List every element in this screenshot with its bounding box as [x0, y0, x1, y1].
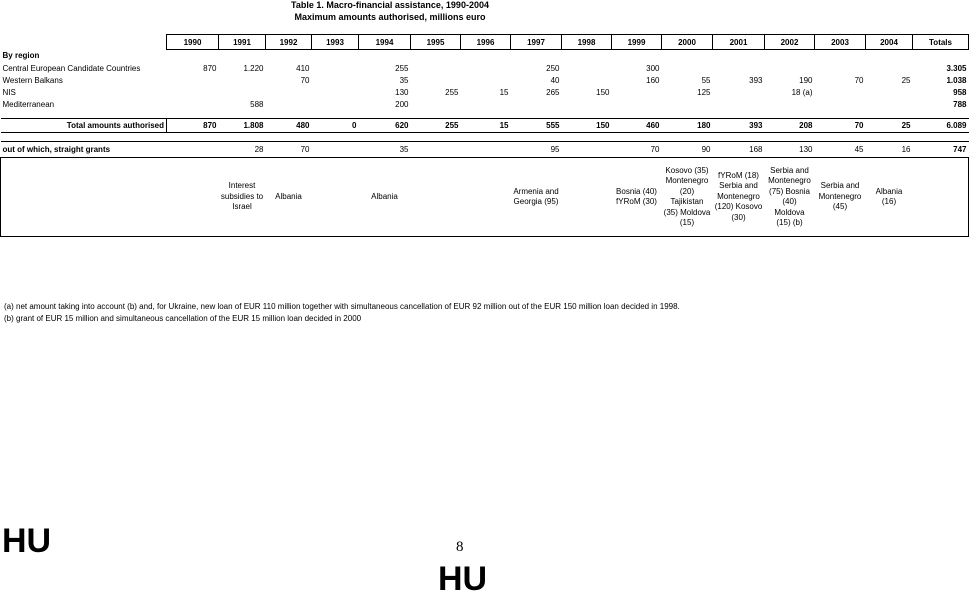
year-header: 1999 — [612, 35, 662, 50]
year-header: 1990 — [167, 35, 219, 50]
detail-cell: Albania — [266, 158, 312, 237]
row-label: NIS — [2, 87, 16, 97]
cell: 393 — [749, 75, 763, 85]
cell: 25 — [901, 75, 911, 85]
row-total: 1.038 — [946, 75, 967, 85]
cell: 125 — [697, 87, 711, 97]
cell — [713, 98, 765, 110]
cell — [411, 142, 461, 158]
region-heading: By region — [2, 51, 40, 61]
cell: 95 — [511, 142, 562, 158]
cell — [562, 98, 612, 110]
footnote-b: (b) grant of EUR 15 million and simultaneous cancellation of the EUR 15 million loan decided in 2000 — [4, 314, 362, 323]
row-label: Western Balkans — [2, 75, 63, 85]
cell: 255 — [445, 87, 459, 97]
cell — [815, 86, 866, 98]
cell: 168 — [713, 142, 765, 158]
cell: 15 — [461, 119, 511, 133]
cell: 70 — [612, 142, 662, 158]
cell: 870 — [203, 63, 217, 73]
year-header: 1995 — [411, 35, 461, 50]
cell — [866, 86, 913, 98]
cell — [461, 98, 511, 110]
year-header: 2000 — [662, 35, 713, 50]
cell — [511, 98, 562, 110]
cell: 0 — [312, 119, 359, 133]
cell: 28 — [219, 142, 266, 158]
page-number: 8 — [456, 539, 464, 555]
cell: 70 — [266, 142, 312, 158]
year-header-row — [1, 35, 969, 50]
totals-label: Total amounts authorised — [1, 119, 167, 133]
cell — [765, 98, 815, 110]
cell: 16 — [866, 142, 913, 158]
footnotes — [4, 301, 680, 325]
cell — [461, 74, 511, 86]
detail-cell — [312, 158, 359, 237]
year-header: 1992 — [266, 35, 312, 50]
cell: 160 — [646, 75, 660, 85]
row-label: Central European Candidate Countries — [2, 63, 141, 73]
cell: 480 — [266, 119, 312, 133]
cell — [411, 74, 461, 86]
cell: 45 — [815, 142, 866, 158]
cell — [219, 74, 266, 86]
year-header: 1996 — [461, 35, 511, 50]
cell — [713, 86, 765, 98]
cell — [461, 142, 511, 158]
cell: 300 — [646, 63, 660, 73]
row-total: 958 — [953, 87, 967, 97]
cell: 255 — [395, 63, 409, 73]
table-row — [1, 98, 969, 110]
totals-row — [1, 119, 969, 133]
cell — [866, 98, 913, 110]
cell — [612, 86, 662, 98]
year-header: 2004 — [866, 35, 913, 50]
cell: 90 — [662, 142, 713, 158]
table-row — [1, 86, 969, 98]
cell: 70 — [854, 75, 864, 85]
detail-cell: Kosovo (35) Montenegro (20) Tajikistan (35) Moldova (15) — [662, 158, 713, 237]
cell — [562, 142, 612, 158]
year-header: 1994 — [359, 35, 411, 50]
cell: 870 — [167, 119, 219, 133]
cell: 40 — [550, 75, 560, 85]
year-header: 2003 — [815, 35, 866, 50]
cell — [461, 62, 511, 74]
year-header: 2001 — [713, 35, 765, 50]
year-header: 1993 — [312, 35, 359, 50]
detail-cell: Bosnia (40) fYRoM (30) — [612, 158, 662, 237]
cell: 55 — [701, 75, 711, 85]
table-subtitle: Maximum amounts authorised, millions euro — [294, 12, 486, 22]
cell: 208 — [765, 119, 815, 133]
cell: 180 — [662, 119, 713, 133]
cell: 130 — [765, 142, 815, 158]
straight-grants-total: 747 — [913, 142, 969, 158]
detail-cell: Armenia and Georgia (95) — [511, 158, 562, 237]
cell — [866, 62, 913, 74]
cell — [167, 142, 219, 158]
cell: 393 — [713, 119, 765, 133]
cell — [167, 86, 219, 98]
language-code-left: HU — [2, 522, 52, 560]
cell: 150 — [562, 119, 612, 133]
year-header: 2002 — [765, 35, 815, 50]
cell: 620 — [359, 119, 411, 133]
cell: 255 — [411, 119, 461, 133]
detail-cell: Albania — [359, 158, 411, 237]
cell — [167, 98, 219, 110]
detail-cell: Interest subsidies to Israel — [219, 158, 266, 237]
detail-cell: fYRoM (18) Serbia and Montenegro (120) Kosovo (30) — [713, 158, 765, 237]
detail-cell: Albania (16) — [866, 158, 913, 237]
cell — [312, 142, 359, 158]
cell — [713, 62, 765, 74]
totals-header: Totals — [913, 35, 969, 50]
cell: 265 — [546, 87, 560, 97]
detail-cell: Serbia and Montenegro (45) — [815, 158, 866, 237]
cell: 35 — [359, 142, 411, 158]
detail-cell — [167, 158, 219, 237]
cell: 150 — [596, 87, 610, 97]
cell: 15 — [499, 87, 509, 97]
cell — [765, 62, 815, 74]
cell: 18 (a) — [791, 87, 813, 97]
detail-cell — [461, 158, 511, 237]
cell — [266, 86, 312, 98]
table-row — [1, 74, 969, 86]
cell: 70 — [815, 119, 866, 133]
cell: 1.808 — [219, 119, 266, 133]
cell — [815, 98, 866, 110]
table-title: Table 1. Macro-financial assistance, 1990-2004 — [291, 0, 489, 10]
cell: 200 — [395, 99, 409, 109]
cell — [662, 98, 713, 110]
cell — [266, 98, 312, 110]
cell: 588 — [250, 99, 264, 109]
cell: 70 — [300, 75, 310, 85]
straight-grants-label: out of which, straight grants — [1, 142, 167, 158]
cell: 1.220 — [243, 63, 264, 73]
year-header: 1991 — [219, 35, 266, 50]
detail-cell — [411, 158, 461, 237]
straight-grants-row — [1, 142, 969, 158]
region-heading-row — [1, 50, 969, 63]
assistance-table — [0, 34, 969, 237]
footnote-a: (a) net amount taking into account (b) and, for Ukraine, new loan of EUR 110 million together with simultaneous cancellation of EUR 92 million out of the EUR 150 million loan decided in 1998. — [4, 302, 680, 311]
row-total: 3.305 — [946, 63, 967, 73]
year-header: 1998 — [562, 35, 612, 50]
grand-total: 6.089 — [913, 119, 969, 133]
cell: 410 — [296, 63, 310, 73]
detail-cell — [562, 158, 612, 237]
table-row — [1, 62, 969, 74]
cell — [312, 74, 359, 86]
cell — [312, 62, 359, 74]
row-total: 788 — [953, 99, 967, 109]
cell — [167, 74, 219, 86]
grant-details-row — [1, 158, 969, 237]
cell — [815, 62, 866, 74]
row-label: Mediterranean — [2, 99, 55, 109]
cell — [562, 74, 612, 86]
cell — [411, 98, 461, 110]
cell — [662, 62, 713, 74]
cell: 130 — [395, 87, 409, 97]
cell — [219, 86, 266, 98]
cell: 190 — [799, 75, 813, 85]
cell — [562, 62, 612, 74]
cell: 460 — [612, 119, 662, 133]
cell — [411, 62, 461, 74]
cell: 25 — [866, 119, 913, 133]
language-code-center: HU — [438, 560, 488, 598]
cell: 35 — [399, 75, 409, 85]
detail-cell: Serbia and Montenegro (75) Bosnia (40) Moldova (15) (b) — [765, 158, 815, 237]
cell: 250 — [546, 63, 560, 73]
cell — [312, 98, 359, 110]
cell — [312, 86, 359, 98]
cell: 555 — [511, 119, 562, 133]
year-header: 1997 — [511, 35, 562, 50]
cell — [612, 98, 662, 110]
